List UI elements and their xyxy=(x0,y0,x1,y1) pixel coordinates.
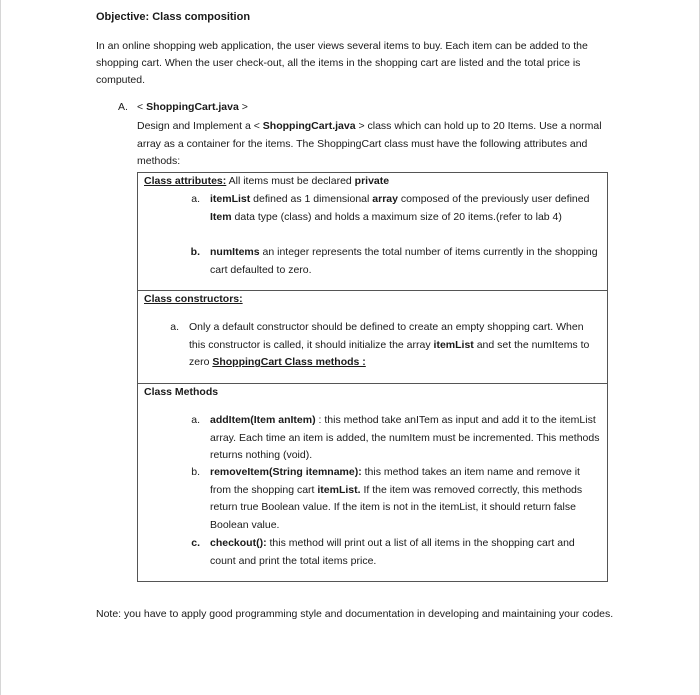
methods-heading: Class Methods xyxy=(144,386,219,398)
shoppingcart-methods-link: ShoppingCart Class methods : xyxy=(212,356,366,368)
section-a-title: < ShoppingCart.java > xyxy=(137,101,248,113)
constructors-heading: Class constructors: xyxy=(144,293,243,305)
intro-paragraph: In an online shopping web application, the user views several items to buy. Each item can be added to the shopping cart. When the user check-out, all the items in the shopping cart are listed and the total price is computed. xyxy=(96,40,588,86)
methods-box: Class Methods a. addItem(Item anItem) : this method take anITem as input and add it to the itemList array. Each time an item is added, the numItem must be incremented. This methods returns nothing (void). b. removeItem(String itemname): this method takes an item name and remove it from the shopping cart itemList. If the item was removed correctly, this methods return true Boolean value. If the item is not in the itemList, it should return false Boolean value. c. checkout(): this method will print out a list of all items in the shopping cart and count and print the total items price. xyxy=(137,383,608,582)
section-a-description: Design and Implement a < ShoppingCart.java > class which can hold up to 20 Items. Use a normal array as a container for the items. The ShoppingCart class must have the following attributes and methods: xyxy=(137,120,602,167)
attributes-box: Class attributes: All items must be declared private a. itemList defined as 1 dimensional array composed of the previously user defined Item data type (class) and holds a maximum size of 20 items.(refer to lab 4) b. numItems an integer represents the total number of items currently in the shopping cart defaulted to zero. xyxy=(137,172,608,290)
page-title: Objective: Class composition xyxy=(96,11,251,23)
section-a-label: A. xyxy=(118,101,128,113)
constructors-box: Class constructors: a. Only a default constructor should be defined to create an empty shopping cart. When this constructor is called, it should initialize the array itemList and set the numItems to zero ShoppingCart Class methods : xyxy=(137,290,608,383)
attributes-heading: Class attributes: All items must be declared private xyxy=(144,175,390,187)
note-paragraph: Note: you have to apply good programming style and documentation in developing and maintaining your codes. xyxy=(96,608,614,620)
